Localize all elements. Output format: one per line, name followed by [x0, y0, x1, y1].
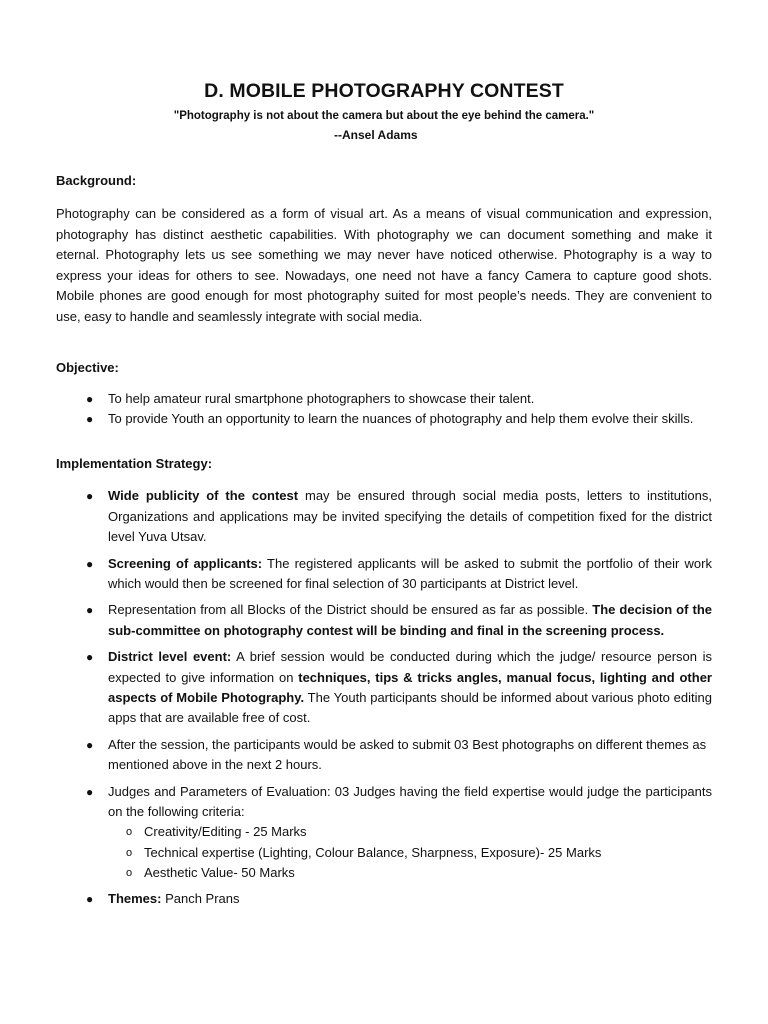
quote-attribution: --Ansel Adams — [334, 128, 418, 142]
item-bold-text: Screening of applicants: — [108, 555, 263, 571]
item-bold-text: techniques, tips & tricks angles, manual focus, lighting and other aspects of Mobile Photography. — [108, 669, 712, 706]
implementation-list — [56, 486, 712, 909]
item-text: The Youth participants should be informed about various photo editing apps that are available free of cost. — [108, 690, 712, 726]
background-paragraph: Photography can be considered as a form of visual art. As a means of visual communication and expression, photography has distinct aesthetic capabilities. With photography we can document something and make it eternal. Photography lets us see something we may never have noticed otherwise. Photography is a way to express your ideas for others to see. Nowadays, one need not have a fancy Camera to capture good shots. Mobile phones are good enough for most photography suited for most people’s needs. They are convenient to use, easy to handle and seamlessly integrate with social media. — [56, 206, 712, 324]
list-item — [56, 735, 712, 776]
criteria-list — [108, 822, 712, 883]
bullet-icon: ● — [86, 556, 94, 571]
bullet-icon: ● — [86, 892, 94, 907]
implementation-heading: Implementation Strategy: — [56, 456, 213, 472]
criteria-text: Creativity/Editing - 25 Marks — [144, 824, 307, 840]
list-item — [56, 600, 712, 641]
list-item — [56, 409, 712, 429]
quote: "Photography is not about the camera but about the eye behind the camera." — [173, 110, 595, 122]
item-bold-text: Wide publicity of the contest — [108, 488, 299, 504]
item-text: The registered applicants will be asked to submit the portfolio of their work which would then be screened for final selection of 30 participants at District level. — [108, 555, 712, 591]
item-text: Panch Prans — [161, 891, 240, 907]
list-item — [56, 554, 712, 595]
bullet-icon: ● — [86, 411, 94, 426]
list-item — [56, 782, 712, 883]
list-item — [56, 389, 712, 409]
circle-bullet-icon: o — [126, 846, 133, 859]
item-bold-text: The decision of the sub-committee on photography contest will be binding and final in the screening process. — [108, 602, 712, 638]
bullet-icon: ● — [86, 391, 94, 406]
list-item — [56, 486, 712, 547]
objective-heading: Objective: — [56, 359, 119, 375]
item-text: may be ensured through social media posts, letters to institutions, Organizations and applications may be invited specifying the details of competition fixed for the district level Yuva Utsav. — [108, 488, 712, 545]
criteria-text: Aesthetic Value- 50 Marks — [144, 864, 295, 880]
criteria-item — [108, 822, 712, 842]
bullet-icon: ● — [86, 489, 94, 504]
page-title: D. MOBILE PHOTOGRAPHY CONTEST — [204, 80, 564, 102]
background-heading: Background: — [56, 173, 137, 188]
criteria-item — [108, 863, 712, 883]
criteria-item — [108, 843, 712, 863]
bullet-icon: ● — [86, 737, 94, 752]
bullet-icon: ● — [86, 650, 94, 665]
list-item — [56, 889, 712, 909]
list-item — [56, 647, 712, 729]
item-text: Representation from all Blocks of the District should be ensured as far as possible. — [108, 602, 593, 618]
item-bold-text: District level event: — [108, 649, 232, 665]
item-text: After the session, the participants would be asked to submit 03 Best photographs on different themes as mentioned above in the next 2 hours. — [108, 736, 707, 773]
item-bold-text: Themes: — [108, 891, 162, 907]
objective-item-text: To provide Youth an opportunity to learn the nuances of photography and help them evolve their skills. — [108, 410, 694, 426]
objective-list — [56, 389, 712, 430]
item-text: A brief session would be conducted during which the judge/ resource person is expected to give information on — [108, 649, 712, 685]
objective-item-text: To help amateur rural smartphone photographers to showcase their talent. — [108, 390, 535, 406]
circle-bullet-icon: o — [126, 866, 133, 879]
item-text: Judges and Parameters of Evaluation: 03 Judges having the field expertise would judge the participants on the following criteria: — [108, 783, 712, 820]
circle-bullet-icon: o — [126, 826, 133, 839]
bullet-icon: ● — [86, 603, 94, 618]
criteria-text: Technical expertise (Lighting, Colour Balance, Sharpness, Exposure)- 25 Marks — [144, 844, 602, 860]
bullet-icon: ● — [86, 784, 94, 799]
